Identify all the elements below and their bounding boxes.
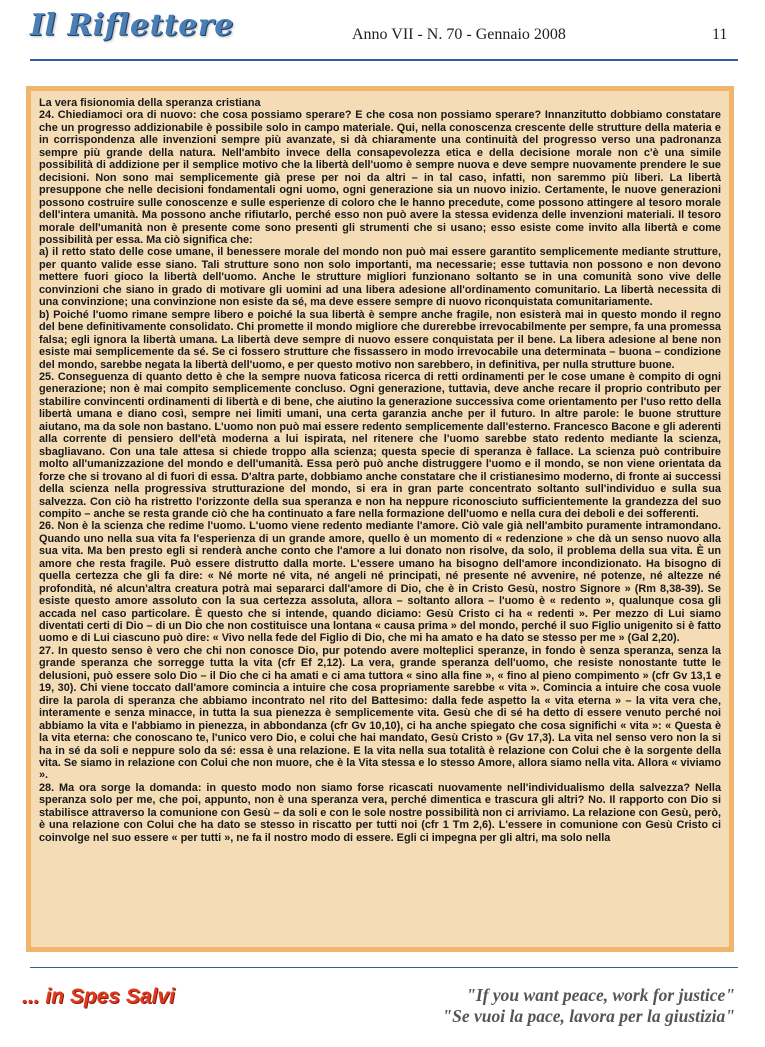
paragraph-24a: a) il retto stato delle cose umane, il benessere morale del mondo non può mai essere garantito semplicemente mediante strutture, per quanto valide esse siano. Tali strutture sono non solo importanti, ma necessarie; esse tuttavia non possono e non devono mettere fuori gioco la libertà dell'uomo. Anche le strutture migliori funzionano soltanto se in una comunità sono vive delle convinzioni che siano in grado di motivare gli uomini ad una libera adesione all'ordinamento comunitario. La libertà necessita di una convinzione; una convinzione non esiste da sé, ma deve essere sempre di nuovo riconquistata comunitariamente. <box>39 246 721 309</box>
footer-divider <box>30 967 738 968</box>
quote-italian: "Se vuoi la pace, lavora per la giustizia" <box>442 1006 735 1026</box>
issue-info: Anno VII - N. 70 - Gennaio 2008 <box>352 26 566 43</box>
quote-english: "If you want peace, work for justice" <box>466 985 735 1005</box>
paragraph-24b: b) Poiché l'uomo rimane sempre libero e poiché la sua libertà è sempre anche fragile, non esisterà mai in questo mondo il regno del bene definitivamente consolidato. Chi promette il mondo migliore che durerebbe irrevocabilmente per sempre, fa una promessa falsa; egli ignora la libertà umana. La libertà deve sempre di nuovo essere conquistata per il bene. La libera adesione al bene non esiste mai semplicemente da sé. Se ci fossero strutture che fissassero in modo irrevocabile una determinata – buona – condizione del mondo, sarebbe negata la libertà dell'uomo, e per questo motivo non sarebbero, in definitiva, per nulla strutture buone. <box>39 308 721 371</box>
paragraph-26: 26. Non è la scienza che redime l'uomo. L'uomo viene redento mediante l'amore. Ciò vale già nell'ambito puramente intramondano. Quando uno nella sua vita fa l'esperienza di un grande amore, quello è un momento di « redenzione » che dà un senso nuovo alla sua vita. Ma ben presto egli si renderà anche conto che l'amore a lui donato non risolve, da solo, il problema della sua vita. È un amore che resta fragile. Può essere distrutto dalla morte. L'essere umano ha bisogno dell'amore incondizionato. Ha bisogno di quella certezza che gli fa dire: « Né morte né vita, né angeli né principati, né presente né avvenire, né potenze, né altezze né profondità, né alcun'altra creatura potrà mai separarci dall'amore di Dio, che è in Cristo Gesù, nostro Signore » (Rm 8,38-39). Se esiste questo amore assoluto con la sua certezza assoluta, allora – soltanto allora – l'uomo è « redento », qualunque cosa gli accada nel caso particolare. È questo che si intende, quando diciamo: Gesù Cristo ci ha « redenti ». Per mezzo di Lui siamo diventati certi di Dio – di un Dio che non costituisce una lontana « causa prima » del mondo, perché il suo Figlio unigenito si è fatto uomo e di Lui ciascuno può dire: « Vivo nella fede del Figlio di Dio, che mi ha amato e ha dato se stesso per me » (Gal 2,20). <box>39 520 721 645</box>
article-title: La vera fisionomia della speranza cristiana <box>39 97 261 109</box>
header-divider <box>30 59 738 61</box>
article-frame <box>26 86 734 952</box>
article-body <box>39 97 721 844</box>
paragraph-24: 24. Chiediamoci ora di nuovo: che cosa possiamo sperare? E che cosa non possiamo sperare? Innanzitutto dobbiamo constatare che un progresso addizionabile è possibile solo in campo materiale. Qui, nella conoscenza crescente delle strutture della materia e in corrispondenza alle invenzioni sempre più avanzate, si dà chiaramente una continuità del progresso verso una padronanza sempre più grande della natura. Nell'ambito invece della consapevolezza etica e della decisione morale non c'è una simile possibilità di addizione per il semplice motivo che la libertà dell'uomo è sempre nuova e deve sempre nuovamente prendere le sue decisioni. Non sono mai semplicemente già prese per noi da altri – in tal caso, infatti, non saremmo più liberi. La libertà presuppone che nelle decisioni fondamentali ogni uomo, ogni generazione sia un nuovo inizio. Certamente, le nuove generazioni possono costruire sulle conoscenze e sulle esperienze di coloro che le hanno precedute, come possono attingere al tesoro morale dell'intera umanità. Ma possono anche rifiutarlo, perché esso non può avere la stessa evidenza delle invenzioni materiali. Il tesoro morale dell'umanità non è presente come sono presenti gli strumenti che si usano; esso esiste come invito alla libertà e come possibilità per essa. Ma ciò significa che: <box>39 109 721 246</box>
paragraph-25: 25. Conseguenza di quanto detto è che la sempre nuova faticosa ricerca di retti ordinamenti per le cose umane è compito di ogni generazione; non è mai compito semplicemente concluso. Ogni generazione, tuttavia, deve anche recare il proprio contributo per stabilire convincenti ordinamenti di libertà e di bene, che aiutino la generazione successiva come orientamento per l'uso retto della libertà umana e diano così, sempre nei limiti umani, una certa garanzia anche per il futuro. In altre parole: le buone strutture aiutano, ma da sole non bastano. L'uomo non può mai essere redento semplicemente dall'esterno. Francesco Bacone e gli aderenti alla corrente di pensiero dell'età moderna a lui ispirata, nel ritenere che l'uomo sarebbe stato redento mediante la scienza, sbagliavano. Con una tale attesa si chiede troppo alla scienza; questa specie di speranza è fallace. La scienza può contribuire molto all'umanizzazione del mondo e dell'umanità. Essa però può anche distruggere l'uomo e il mondo, se non viene orientata da forze che si trovano al di fuori di essa. D'altra parte, dobbiamo anche constatare che il cristianesimo moderno, di fronte ai successi della scienza nella progressiva strutturazione del mondo, si era in gran parte concentrato soltanto sull'individuo e sulla sua salvezza. Con ciò ha ristretto l'orizzonte della sua speranza e non ha neppure riconosciuto sufficientemente la grandezza del suo compito – anche se resta grande ciò che ha continuato a fare nella formazione dell'uomo e nella cura dei deboli e dei sofferenti. <box>39 370 721 520</box>
paragraph-27: 27. In questo senso è vero che chi non conosce Dio, pur potendo avere molteplici speranze, in fondo è senza speranza, senza la grande speranza che sorregge tutta la vita (cfr Ef 2,12). La vera, grande speranza dell'uomo, che resiste nonostante tutte le delusioni, può essere solo Dio – il Dio che ci ha amati e ci ama tuttora « sino alla fine », « fino al pieno compimento » (cfr Gv 13,1 e 19, 30). Chi viene toccato dall'amore comincia a intuire che cosa propriamente sarebbe « vita ». Comincia a intuire che cosa vuole dire la parola di speranza che abbiamo incontrato nel rito del Battesimo: dalla fede aspetto la « vita eterna » – la vita vera che, interamente e senza minacce, in tutta la sua pienezza è semplicemente vita. Gesù che di sé ha detto di essere venuto perché noi abbiamo la vita e l'abbiamo in pienezza, in abbondanza (cfr Gv 10,10), ci ha anche spiegato che cosa significhi « vita »: « Questa è la vita eterna: che conoscano te, l'unico vero Dio, e colui che hai mandato, Gesù Cristo » (Gv 17,3). La vita nel senso vero non la si ha in sé da soli e neppure solo da sé: essa è una relazione. E la vita nella sua totalità è relazione con Colui che è la sorgente della vita. Se siamo in relazione con Colui che non muore, che è la Vita stessa e lo stesso Amore, allora siamo nella vita. Allora « viviamo ». <box>39 644 721 782</box>
page-number: 11 <box>712 26 728 43</box>
logo: Il Riflettere <box>30 8 234 43</box>
paragraph-28: 28. Ma ora sorge la domanda: in questo modo non siamo forse ricascati nuovamente nell'individualismo della salvezza? Nella speranza solo per me, che poi, appunto, non è una speranza vera, perché dimentica e trascura gli altri? No. Il rapporto con Dio si stabilisce attraverso la comunione con Gesù – da soli e con le sole nostre possibilità non ci arriviamo. La relazione con Gesù, però, è una relazione con Colui che ha dato se stesso in riscatto per tutti noi (cfr 1 Tm 2,6). L'essere in comunione con Gesù Cristo ci coinvolge nel suo essere « per tutti », ne fa il nostro modo di essere. Egli ci impegna per gli altri, ma solo nella <box>39 781 721 844</box>
page-header <box>0 0 765 72</box>
source-label: ... in Spes Salvi <box>22 985 175 1008</box>
